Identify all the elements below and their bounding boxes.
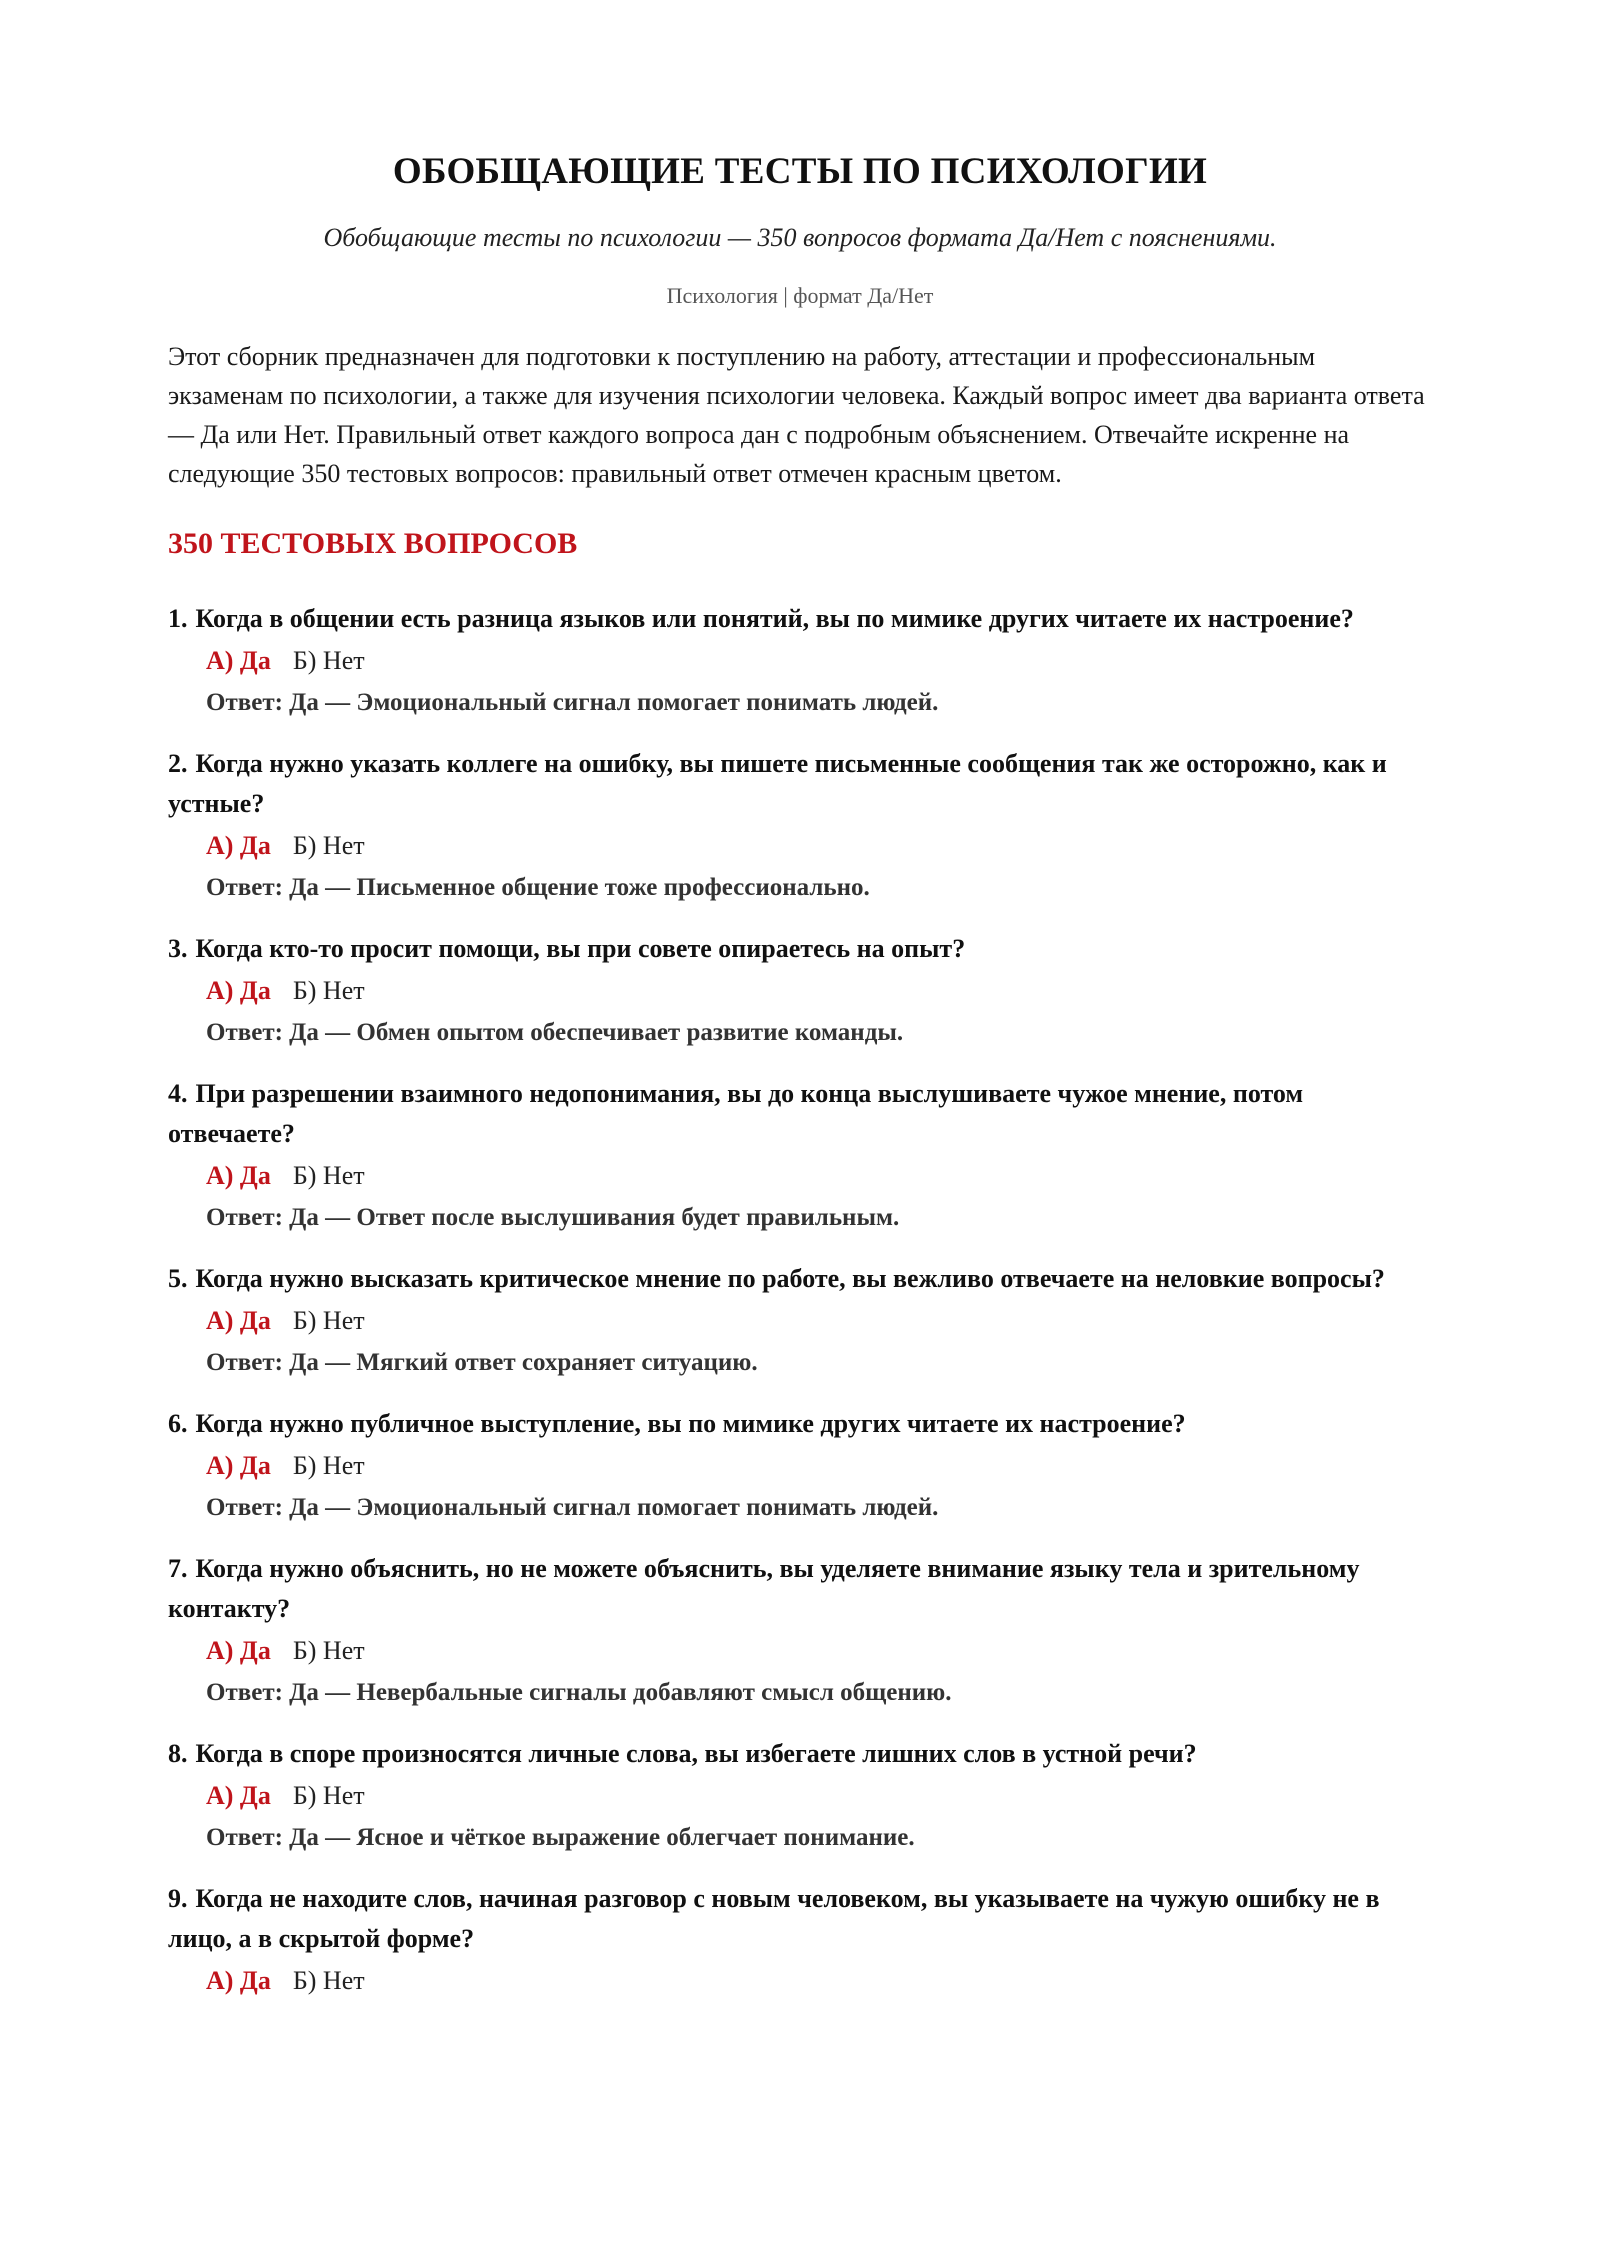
question-number: 3. (168, 934, 188, 963)
question-item (168, 1074, 1432, 1239)
question-body: Когда нужно публичное выступление, вы по мимике других читаете их настроение? (195, 1409, 1186, 1438)
section-heading: 350 ТЕСТОВЫХ ВОПРОСОВ (168, 527, 578, 560)
option-a-correct: А) Да (206, 831, 271, 860)
question-item (168, 929, 1432, 1054)
answer-explanation: Ответ: Да — Эмоциональный сигнал помогает понимать людей. (206, 1494, 939, 1521)
question-body: Когда в общении есть разница языков или понятий, вы по мимике других читаете их настроение? (195, 604, 1354, 633)
question-text (168, 1404, 1432, 1444)
answer-explanation: Ответ: Да — Письменное общение тоже профессионально. (206, 874, 870, 901)
question-body: Когда нужно объяснить, но не можете объяснить, вы уделяете внимание языку тела и зрительному контакту? (168, 1554, 1360, 1623)
option-a-correct: А) Да (206, 1451, 271, 1480)
option-b: Б) Нет (292, 1161, 365, 1190)
option-b: Б) Нет (292, 646, 365, 675)
question-number: 7. (168, 1554, 188, 1583)
option-b: Б) Нет (292, 1966, 365, 1995)
question-text (168, 744, 1432, 824)
question-body: Когда кто-то просит помощи, вы при совете опираетесь на опыт? (195, 934, 966, 963)
document-meta: Психология | формат Да/Нет (666, 283, 934, 308)
option-a-correct: А) Да (206, 1306, 271, 1335)
option-a-correct: А) Да (206, 1636, 271, 1665)
question-body: Когда нужно указать коллеге на ошибку, вы пишете письменные сообщения так же осторожно, как и устные? (168, 749, 1387, 818)
answer-explanation: Ответ: Да — Ясное и чёткое выражение облегчает понимание. (206, 1824, 915, 1851)
question-body: Когда в споре произносятся личные слова, вы избегаете лишних слов в устной речи? (195, 1739, 1197, 1768)
answer-explanation: Ответ: Да — Обмен опытом обеспечивает развитие команды. (206, 1019, 904, 1046)
question-text (168, 929, 1432, 969)
option-a-correct: А) Да (206, 646, 271, 675)
option-a-correct: А) Да (206, 1161, 271, 1190)
question-number: 5. (168, 1264, 188, 1293)
answer-explanation: Ответ: Да — Эмоциональный сигнал помогает понимать людей. (206, 689, 939, 716)
question-text (168, 599, 1432, 639)
question-number: 1. (168, 604, 188, 633)
answer-explanation: Ответ: Да — Мягкий ответ сохраняет ситуацию. (206, 1349, 758, 1376)
answer-explanation: Ответ: Да — Невербальные сигналы добавляют смысл общению. (206, 1679, 952, 1706)
intro-paragraph: Этот сборник предназначен для подготовки к поступлению на работу, аттестации и профессиональным экзаменам по психологии, а также для изучения психологии человека. Каждый вопрос имеет два варианта ответа — Да или Нет. Правильный ответ каждого вопроса дан с подробным объяснением. Отвечайте искренне на следующие 350 тестовых вопросов: правильный ответ отмечен красным цветом. (168, 342, 1425, 488)
answer-options (206, 1629, 1432, 1672)
question-number: 4. (168, 1079, 188, 1108)
question-body: При разрешении взаимного недопонимания, вы до конца выслушиваете чужое мнение, потом отвечаете? (168, 1079, 1304, 1148)
option-b: Б) Нет (292, 1451, 365, 1480)
question-body: Когда нужно высказать критическое мнение по работе, вы вежливо отвечаете на неловкие вопросы? (195, 1264, 1385, 1293)
answer-options (206, 639, 1432, 682)
question-item (168, 1549, 1432, 1714)
option-b: Б) Нет (292, 1781, 365, 1810)
option-a-correct: А) Да (206, 976, 271, 1005)
option-b: Б) Нет (292, 1636, 365, 1665)
question-text (168, 1734, 1432, 1774)
option-b: Б) Нет (292, 976, 365, 1005)
question-number: 6. (168, 1409, 188, 1438)
question-item (168, 1734, 1432, 1859)
question-text (168, 1074, 1432, 1154)
option-b: Б) Нет (292, 1306, 365, 1335)
option-b: Б) Нет (292, 831, 365, 860)
answer-options (206, 1959, 1432, 2002)
question-text (168, 1259, 1432, 1299)
question-item (168, 1259, 1432, 1384)
question-body: Когда не находите слов, начиная разговор с новым человеком, вы указываете на чужую ошибку не в лицо, а в скрытой форме? (168, 1884, 1380, 1953)
question-item (168, 744, 1432, 909)
question-number: 2. (168, 749, 188, 778)
question-item (168, 1879, 1432, 2002)
question-item (168, 599, 1432, 724)
answer-options (206, 969, 1432, 1012)
answer-options (206, 1299, 1432, 1342)
answer-options (206, 824, 1432, 867)
option-a-correct: А) Да (206, 1781, 271, 1810)
answer-options (206, 1154, 1432, 1197)
answer-options (206, 1444, 1432, 1487)
question-text (168, 1549, 1432, 1629)
answer-explanation: Ответ: Да — Ответ после выслушивания будет правильным. (206, 1204, 900, 1231)
answer-options (206, 1774, 1432, 1817)
question-text (168, 1879, 1432, 1959)
question-number: 8. (168, 1739, 188, 1768)
document-title: ОБОБЩАЮЩИЕ ТЕСТЫ ПО ПСИХОЛОГИИ (392, 151, 1208, 192)
question-number: 9. (168, 1884, 188, 1913)
question-item (168, 1404, 1432, 1529)
document-subtitle: Обобщающие тесты по психологии — 350 вопросов формата Да/Нет с пояснениями. (323, 223, 1277, 252)
question-list (168, 599, 1432, 2002)
option-a-correct: А) Да (206, 1966, 271, 1995)
